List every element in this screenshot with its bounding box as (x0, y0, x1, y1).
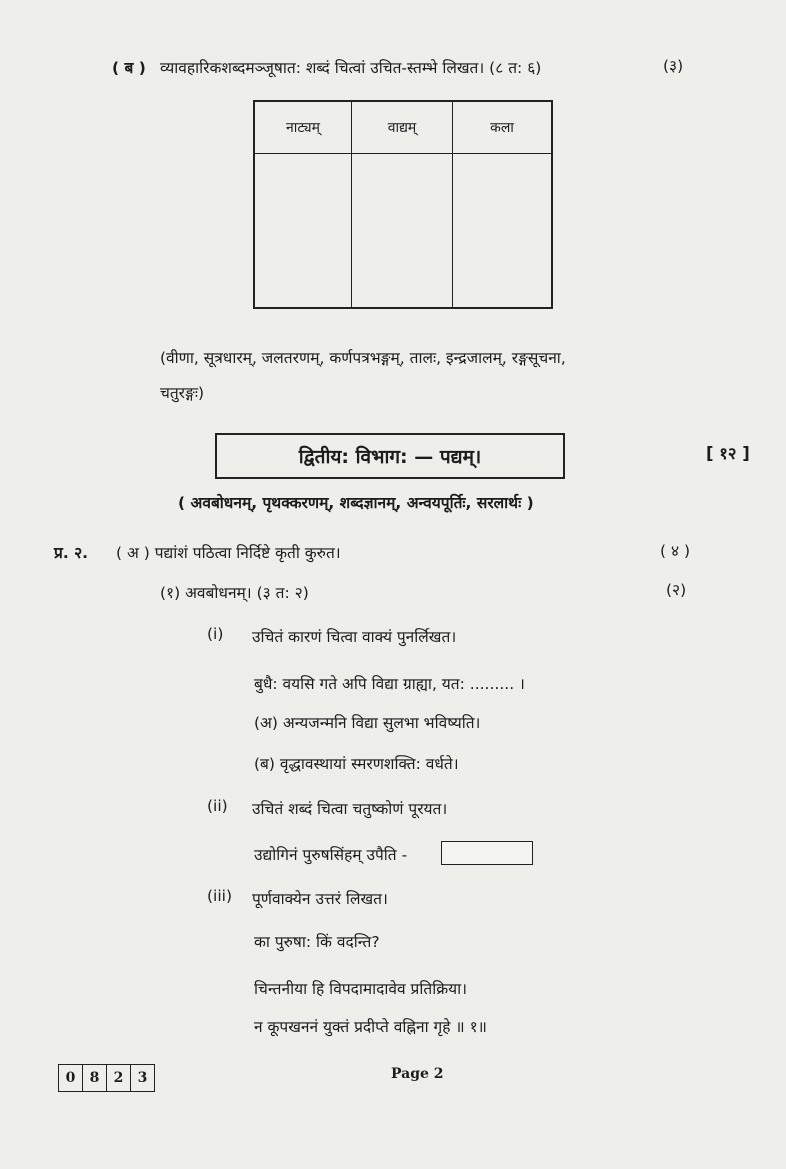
table-cell-kala (453, 154, 551, 307)
verse-line-1: चिन्तनीया हि विपदामादावेव प्रतिक्रिया। (254, 980, 468, 998)
item-i-statement: बुधै: वयसि गते अपि विद्या ग्राह्या, यत: ......... । (254, 675, 525, 693)
item-ii-number: (ii) (207, 797, 228, 815)
sub-question-1-marks: (२) (666, 581, 687, 599)
section-b-marks: (३) (663, 57, 684, 75)
item-iii-number: (iii) (207, 887, 233, 905)
verse-line-2: न कूपखननं युक्तं प्रदीप्ते वह्निना गृहे ॥ १॥ (254, 1018, 487, 1036)
table-cell-vadyam (352, 154, 453, 307)
item-i-option-a: (अ) अन्यजन्मनि विद्या सुलभा भविष्यति। (254, 714, 481, 732)
sub-question-1: (१) अवबोधनम्। (३ त: २) (160, 584, 309, 602)
paper-code-digit: 3 (137, 1070, 148, 1086)
section-total-marks: [ १२ ] (706, 444, 750, 463)
item-iii-question: का पुरुषा: किं वदन्ति? (254, 933, 380, 951)
item-i-text: उचितं कारणं चित्वा वाक्यं पुनर्लिखत। (252, 628, 457, 646)
item-ii-text: उचितं शब्दं चित्वा चतुष्कोणं पूरयत। (252, 800, 448, 818)
section-subtitle: ( अवबोधनम्, पृथक्करणम्, शब्दज्ञानम्, अन्वयपूर्तिः, सरलार्थः ) (178, 494, 534, 512)
page-number: Page 2 (391, 1066, 444, 1082)
table-header-vadyam: वाद्यम् (352, 102, 453, 154)
question-number: प्र. २. (54, 544, 89, 562)
question-part-a-marks: ( ४ ) (660, 542, 691, 560)
item-i-number: (i) (207, 625, 224, 643)
table-header-kala: कला (453, 102, 551, 154)
table-cell-natyam (255, 154, 352, 307)
item-iii-text: पूर्णवाक्येन उत्तरं लिखत। (252, 890, 388, 908)
section-b-label: ( ब ) (112, 59, 146, 77)
classification-table (253, 100, 553, 309)
paper-code-digit: 8 (83, 1065, 107, 1091)
paper-code-box (58, 1064, 155, 1092)
table-header-natyam: नाट्यम् (255, 102, 352, 154)
paper-code-digit: 2 (107, 1065, 131, 1091)
word-list-line1: (वीणा, सूत्रधारम्, जलतरणम्, कर्णपत्रभङ्गम्, तालः, इन्द्रजालम्, रङ्गसूचना, (160, 349, 566, 367)
item-ii-statement: उद्योगिनं पुरुषसिंहम् उपैति - (254, 846, 408, 864)
section-title-box (215, 433, 565, 479)
word-list-line2: चतुरङ्गः) (160, 384, 205, 402)
answer-blank-box[interactable] (441, 841, 533, 865)
paper-code-digit: 0 (59, 1065, 83, 1091)
item-i-option-b: (ब) वृद्धावस्थायां स्मरणशक्ति: वर्धते। (254, 755, 459, 773)
section-b-instruction: व्यावहारिकशब्दमञ्जूषात: शब्दं चित्वां उचित-स्तम्भे लिखत। (८ त: ६) (160, 59, 542, 77)
section-title: द्वितीय: विभाग: — पद्यम्। (298, 446, 482, 468)
question-part-a: ( अ ) पद्यांशं पठित्वा निर्दिष्टे कृती कुरुत। (116, 544, 341, 562)
